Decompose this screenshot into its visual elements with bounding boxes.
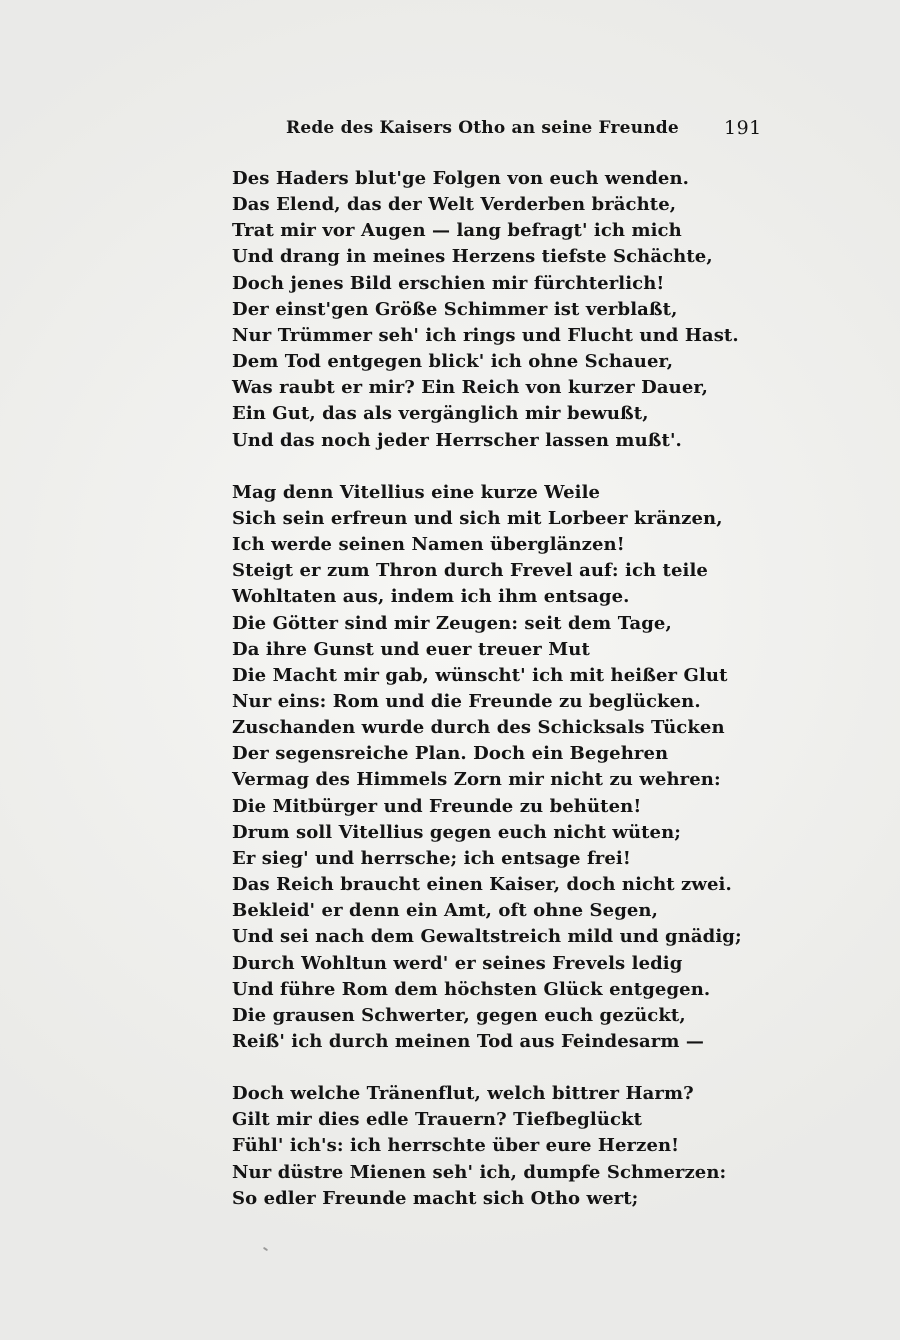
poem-line: Und das noch jeder Herrscher lassen mußt'. — [232, 429, 682, 451]
poem-line: Ich werde seinen Namen überglänzen! — [232, 534, 625, 556]
stanza-2 — [232, 480, 742, 1055]
poem-line: Die Götter sind mir Zeugen: seit dem Tage, — [232, 612, 672, 634]
poem-line: Dem Tod entgegen blick' ich ohne Schauer, — [232, 351, 674, 373]
poem-line: Des Haders blut'ge Folgen von euch wenden. — [232, 168, 690, 189]
poem-line: Die grausen Schwerter, gegen euch gezückt, — [232, 1004, 686, 1026]
poem-line: Nur eins: Rom und die Freunde zu beglücken. — [232, 690, 701, 712]
poem-line: Mag denn Vitellius eine kurze Weile — [232, 481, 601, 503]
poem-line: Die Mitbürger und Freunde zu behüten! — [232, 795, 642, 817]
poem-line: Nur Trümmer seh' ich rings und Flucht und Hast. — [232, 324, 739, 346]
poem-line: Steigt er zum Thron durch Frevel auf: ich teile — [232, 560, 708, 582]
poem-line: Doch welche Tränenflut, welch bittrer Harm? — [232, 1083, 694, 1105]
poem-line: Ein Gut, das als vergänglich mir bewußt, — [232, 403, 649, 425]
poem-line: Und drang in meines Herzens tiefste Schächte, — [232, 246, 713, 268]
poem-line: Er sieg' und herrsche; ich entsage frei! — [232, 847, 631, 869]
poem-line: Durch Wohltun werd' er seines Frevels ledig — [232, 952, 683, 974]
paper-speck — [263, 1247, 268, 1252]
page-number: 191 — [724, 117, 762, 139]
poem-line: Sich sein erfreun und sich mit Lorbeer kränzen, — [232, 507, 723, 529]
poem-line: Vermag des Himmels Zorn mir nicht zu wehren: — [232, 769, 721, 791]
running-title: Rede des Kaisers Otho an seine Freunde — [286, 118, 679, 138]
poem-line: Nur düstre Mienen seh' ich, dumpfe Schmerzen: — [232, 1161, 727, 1183]
poem-line: Das Reich braucht einen Kaiser, doch nicht zwei. — [232, 874, 732, 896]
stanza-1 — [232, 166, 739, 454]
poem-line: Bekleid' er denn ein Amt, oft ohne Segen, — [232, 900, 658, 922]
stanza-3 — [232, 1081, 727, 1212]
poem-line: So edler Freunde macht sich Otho wert; — [232, 1187, 639, 1209]
poem-line: Drum soll Vitellius gegen euch nicht wüten; — [232, 821, 682, 843]
poem-line: Doch jenes Bild erschien mir fürchterlich! — [232, 272, 665, 294]
poem-line: Fühl' ich's: ich herrschte über eure Herzen! — [232, 1135, 680, 1157]
poem-line: Reiß' ich durch meinen Tod aus Feindesarm — — [232, 1031, 704, 1052]
poem-line: Die Macht mir gab, wünscht' ich mit heißer Glut — [232, 664, 728, 686]
poem-line: Da ihre Gunst und euer treuer Mut — [232, 638, 590, 660]
poem-line: Zuschanden wurde durch des Schicksals Tücken — [232, 717, 725, 739]
poem-line: Der segensreiche Plan. Doch ein Begehren — [232, 743, 669, 765]
poem-text — [232, 166, 742, 1212]
poem-line: Gilt mir dies edle Trauern? Tiefbeglückt — [232, 1109, 643, 1131]
poem-line: Was raubt er mir? Ein Reich von kurzer Dauer, — [232, 377, 709, 399]
poem-line: Der einst'gen Größe Schimmer ist verblaßt, — [232, 298, 678, 320]
poem-line: Und sei nach dem Gewaltstreich mild und gnädig; — [232, 926, 742, 948]
poem-line: Trat mir vor Augen — lang befragt' ich mich — [232, 220, 682, 242]
poem-line: Und führe Rom dem höchsten Glück entgegen. — [232, 978, 711, 1000]
poem-line: Wohltaten aus, indem ich ihm entsage. — [232, 586, 630, 608]
poem-line: Das Elend, das der Welt Verderben brächte, — [232, 194, 677, 216]
